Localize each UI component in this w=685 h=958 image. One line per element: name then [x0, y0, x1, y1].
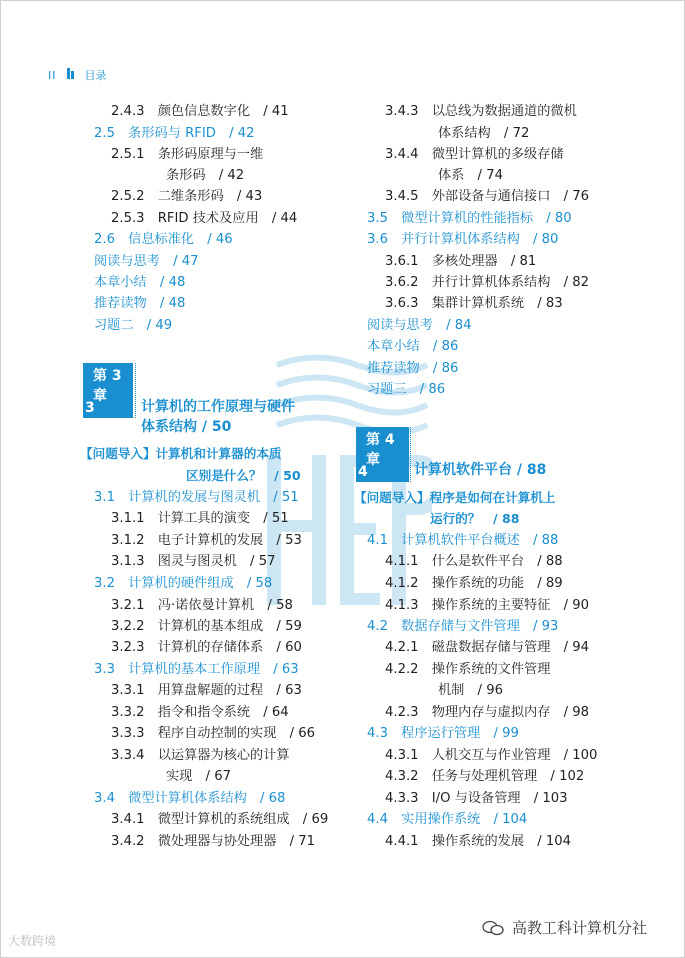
- toc-subsection-entry: 4.4.1 操作系统的发展 / 104: [385, 834, 572, 849]
- toc-section-entry: 本章小结 / 48: [94, 275, 186, 290]
- toc-section-entry: 阅读与思考 / 84: [367, 318, 472, 333]
- question-intro-line: 区别是什么？ / 50: [186, 468, 301, 483]
- toc-subsection-entry: 4.2.2 操作系统的文件管理: [385, 662, 551, 677]
- question-intro-line: 【问题导入】程序是如何在计算机上: [354, 490, 556, 505]
- toc-subsection-entry: 3.3.4 以运算器为核心的计算: [111, 748, 290, 763]
- wechat-icon: [482, 920, 504, 936]
- toc-subsection-entry: 机制 / 96: [438, 683, 503, 698]
- toc-section-entry: 本章小结 / 86: [367, 339, 459, 354]
- chapter-3-divider: [135, 363, 136, 418]
- chapter-3-title-line1: 计算机的工作原理与硬件: [141, 399, 295, 415]
- toc-subsection-entry: 2.5.1 条形码原理与一维: [111, 147, 264, 162]
- toc-section-entry: 阅读与思考 / 47: [94, 254, 199, 269]
- toc-subsection-entry: 3.2.1 冯·诺依曼计算机 / 58: [111, 598, 293, 613]
- toc-subsection-entry: 4.2.1 磁盘数据存储与管理 / 94: [385, 640, 590, 655]
- chapter-4-divider: [410, 427, 411, 482]
- toc-section-entry: 3.5 微型计算机的性能指标 / 80: [367, 211, 572, 226]
- footer-source-mark: 大数跨境: [8, 934, 57, 948]
- question-intro-line: 运行的？ / 88: [430, 511, 520, 526]
- chapter-4-title: 计算机软件平台 / 88: [414, 462, 547, 478]
- toc-section-entry: 3.1 计算机的发展与图灵机 / 51: [94, 490, 299, 505]
- toc-section-entry: 习题三 / 86: [367, 382, 446, 397]
- toc-subsection-entry: 3.2.3 计算机的存储体系 / 60: [111, 640, 302, 655]
- toc-section-entry: 推荐读物 / 48: [94, 296, 186, 311]
- header-title: 目录: [84, 69, 107, 82]
- chapter-4-label: 第 4 章: [366, 432, 395, 468]
- toc-subsection-entry: 体系 / 74: [438, 168, 503, 183]
- toc-subsection-entry: 4.1.1 什么是软件平台 / 88: [385, 554, 563, 569]
- header-bar-icon: [67, 68, 75, 82]
- toc-section-entry: 3.4 微型计算机体系结构 / 68: [94, 791, 286, 806]
- toc-section-entry: 2.5 条形码与 RFID / 42: [94, 126, 255, 141]
- publisher-name: 高教工科计算机分社: [512, 919, 648, 937]
- chapter-3-badge: [83, 363, 133, 418]
- toc-subsection-entry: 3.3.1 用算盘解题的过程 / 63: [111, 683, 302, 698]
- toc-subsection-entry: 4.1.2 操作系统的功能 / 89: [385, 576, 563, 591]
- toc-subsection-entry: 3.4.3 以总线为数据通道的微机: [385, 104, 577, 119]
- toc-subsection-entry: 3.4.1 微型计算机的系统组成 / 69: [111, 812, 329, 827]
- page-number: II: [48, 68, 57, 82]
- toc-subsection-entry: 3.6.1 多核处理器 / 81: [385, 254, 537, 269]
- toc-subsection-entry: 4.3.1 人机交互与作业管理 / 100: [385, 748, 598, 763]
- toc-subsection-entry: 3.4.2 微处理器与协处理器 / 71: [111, 834, 316, 849]
- toc-section-entry: 2.6 信息标准化 / 46: [94, 232, 233, 247]
- toc-subsection-entry: 4.3.2 任务与处理机管理 / 102: [385, 769, 585, 784]
- toc-section-entry: 3.2 计算机的硬件组成 / 58: [94, 576, 273, 591]
- toc-subsection-entry: 4.1.3 操作系统的主要特征 / 90: [385, 598, 590, 613]
- toc-section-entry: 4.3 程序运行管理 / 99: [367, 726, 519, 741]
- toc-subsection-entry: 体系结构 / 72: [438, 126, 530, 141]
- toc-subsection-entry: 3.6.3 集群计算机系统 / 83: [385, 296, 563, 311]
- toc-subsection-entry: 3.1.3 图灵与图灵机 / 57: [111, 554, 276, 569]
- toc-subsection-entry: 3.4.5 外部设备与通信接口 / 76: [385, 189, 590, 204]
- toc-subsection-entry: 条形码 / 42: [166, 168, 245, 183]
- chapter-4-badge: [356, 427, 409, 482]
- toc-subsection-entry: 实现 / 67: [166, 769, 231, 784]
- chapter-3-number: 3: [85, 400, 95, 416]
- toc-subsection-entry: 3.1.2 电子计算机的发展 / 53: [111, 533, 302, 548]
- chapter-3-title-line2: 体系结构 / 50: [141, 419, 232, 435]
- chapter-3-label: 第 3 章: [93, 368, 122, 404]
- running-header: [48, 67, 107, 83]
- chapter-4-number: 4: [358, 464, 368, 480]
- question-intro-line: 【问题导入】计算机和计算器的本质: [80, 446, 282, 461]
- toc-subsection-entry: 4.3.3 I/O 与设备管理 / 103: [385, 791, 568, 806]
- toc-subsection-entry: 3.4.4 微型计算机的多级存储: [385, 147, 564, 162]
- toc-subsection-entry: 3.3.2 指令和指令系统 / 64: [111, 705, 289, 720]
- toc-section-entry: 3.6 并行计算机体系结构 / 80: [367, 232, 559, 247]
- toc-section-entry: 4.1 计算机软件平台概述 / 88: [367, 533, 559, 548]
- toc-section-entry: 4.4 实用操作系统 / 104: [367, 812, 528, 827]
- toc-subsection-entry: 2.4.3 颜色信息数字化 / 41: [111, 104, 289, 119]
- toc-subsection-entry: 2.5.2 二维条形码 / 43: [111, 189, 263, 204]
- toc-subsection-entry: 2.5.3 RFID 技术及应用 / 44: [111, 211, 298, 226]
- toc-subsection-entry: 3.3.3 程序自动控制的实现 / 66: [111, 726, 316, 741]
- toc-subsection-entry: 3.6.2 并行计算机体系结构 / 82: [385, 275, 590, 290]
- chapter-3-title: [141, 397, 295, 437]
- toc-subsection-entry: 3.1.1 计算工具的演变 / 51: [111, 511, 289, 526]
- toc-subsection-entry: 4.2.3 物理内存与虚拟内存 / 98: [385, 705, 590, 720]
- footer-publisher: [482, 917, 647, 938]
- toc-subsection-entry: 3.2.2 计算机的基本组成 / 59: [111, 619, 302, 634]
- toc-section-entry: 习题二 / 49: [94, 318, 173, 333]
- toc-section-entry: 4.2 数据存储与文件管理 / 93: [367, 619, 559, 634]
- toc-section-entry: 推荐读物 / 86: [367, 361, 459, 376]
- toc-section-entry: 3.3 计算机的基本工作原理 / 63: [94, 662, 299, 677]
